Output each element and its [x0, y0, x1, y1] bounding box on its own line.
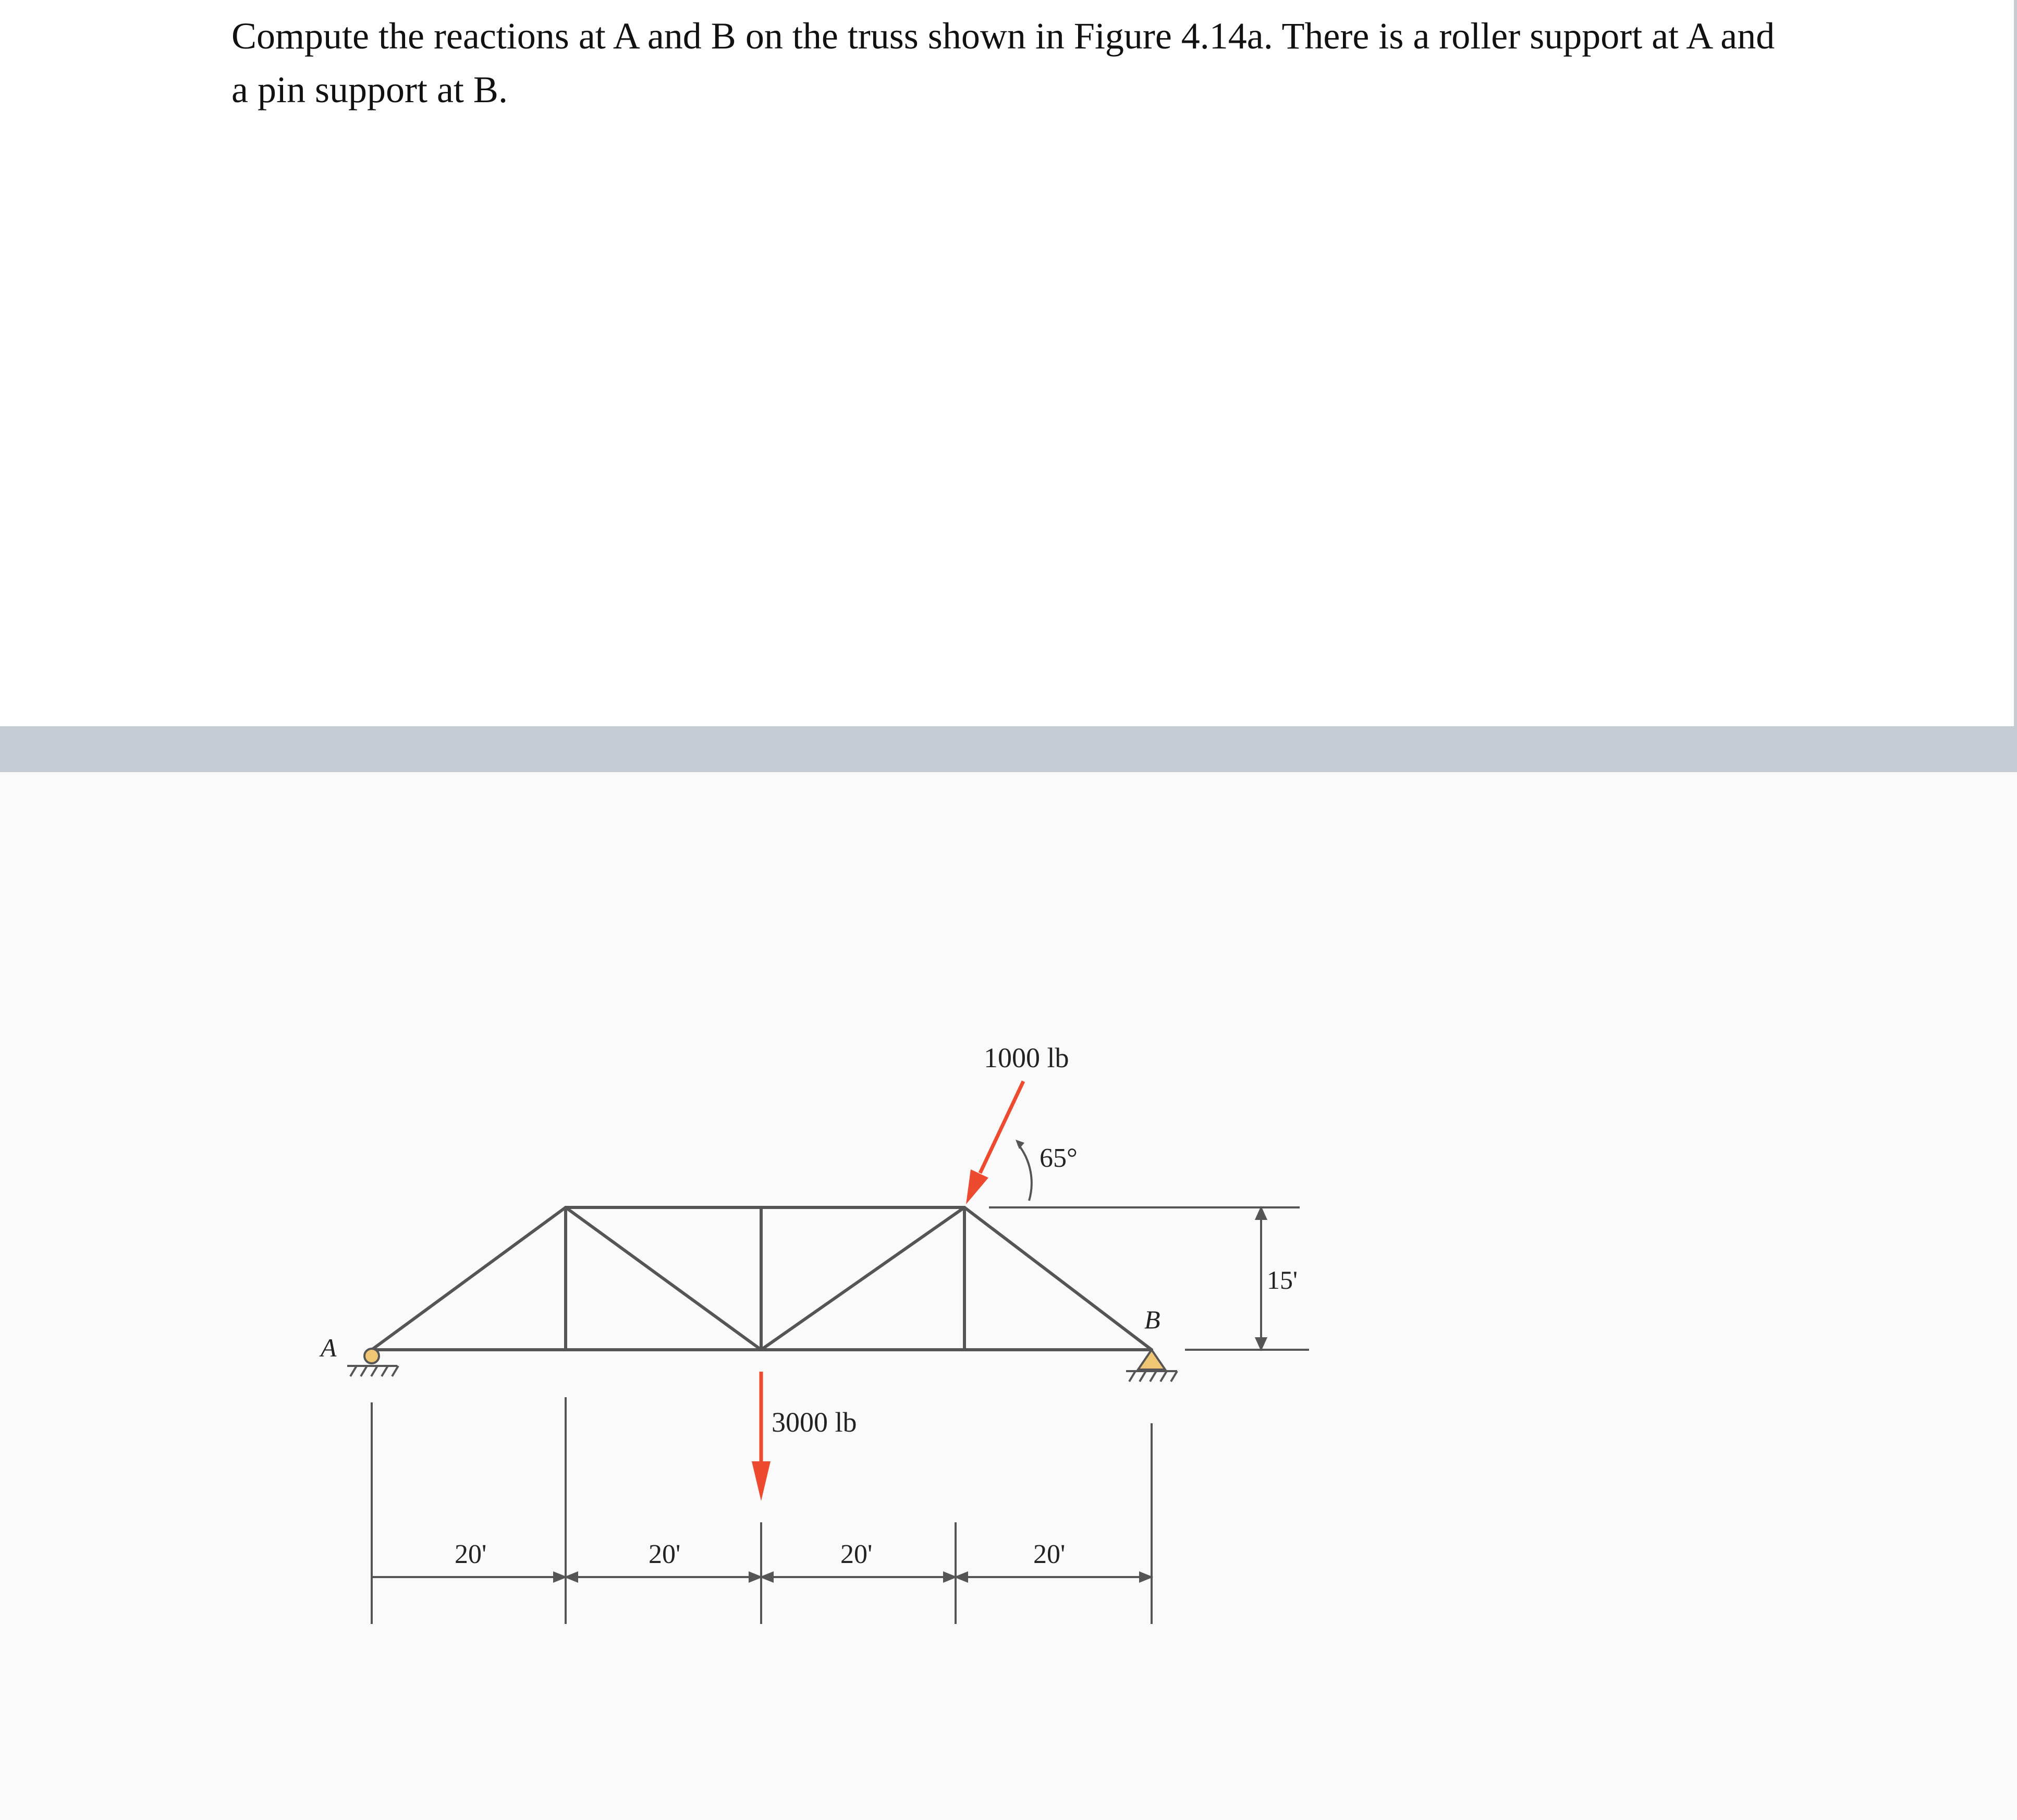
- span-label-4: 20': [1033, 1540, 1066, 1569]
- span-label-3: 20': [840, 1540, 873, 1569]
- truss-figure: [0, 772, 2017, 1820]
- angle-arc-arrowhead: [1016, 1140, 1024, 1149]
- diagonal-2: [761, 1207, 964, 1350]
- load-3000-arrow: [752, 1372, 771, 1501]
- support-a-label: A: [321, 1333, 337, 1362]
- roller-support-icon: [347, 1349, 398, 1376]
- support-b-label: B: [1144, 1305, 1160, 1334]
- question-pane: [0, 0, 2017, 726]
- load-1000-label: 1000 lb: [984, 1042, 1069, 1073]
- load-1000-arrow: [966, 1081, 1023, 1204]
- span-label-1: 20': [455, 1540, 487, 1569]
- angle-arc: [1018, 1144, 1032, 1201]
- pane-divider[interactable]: [0, 726, 2017, 772]
- left-end-diagonal: [372, 1207, 566, 1350]
- scrollbar-edge: [2014, 0, 2017, 772]
- span-label-2: 20': [649, 1540, 681, 1569]
- truss-members: [372, 1207, 1152, 1350]
- diagonal-1: [566, 1207, 761, 1350]
- pin-support-icon: [1126, 1350, 1177, 1382]
- load-3000-label: 3000 lb: [772, 1407, 857, 1438]
- right-end-diagonal: [964, 1207, 1152, 1350]
- height-label: 15': [1267, 1265, 1298, 1294]
- height-dimension: [1256, 1208, 1266, 1349]
- question-text: Compute the reactions at A and B on the truss shown in Figure 4.14a. There is a roller support at A and a pin support at B.: [231, 15, 1775, 111]
- angle-label: 65°: [1040, 1143, 1078, 1173]
